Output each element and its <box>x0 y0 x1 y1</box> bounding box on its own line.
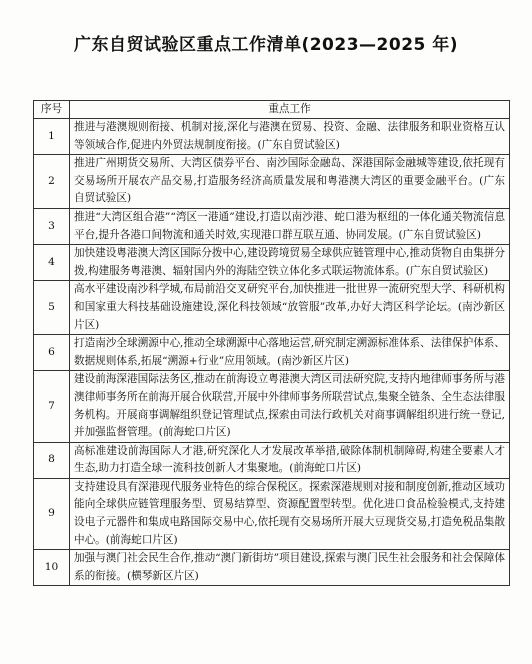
row-number: 1 <box>34 119 70 155</box>
table-row <box>34 550 510 586</box>
table-row <box>34 208 510 244</box>
row-task-text: 推进“大湾区组合港”“湾区一港通”建设,打造以南沙港、蛇口港为枢纽的一体化通关物流信息平台,提升各港口间物流和通关时效,实现港口群互联互通、协同发展。(广东自贸试验区) <box>70 208 510 244</box>
table-row <box>34 245 510 281</box>
row-task-text: 支持建设具有深港现代服务业特色的综合保税区。探索深港规则对接和制度创新,推动区域功能向全球供应链管理服务型、贸易结算型、资源配置型转型。优化进口食品检验模式,支持建设电子元器件和集成电路国际交易中心,依托现有交易场所开展大豆现货交易,打造免税品集散中心。(前海蛇口片区) <box>70 478 510 549</box>
row-number: 9 <box>34 478 70 549</box>
header-serial-number: 序号 <box>34 101 70 119</box>
table-row <box>34 478 510 549</box>
header-key-work: 重点工作 <box>70 101 510 119</box>
row-number: 2 <box>34 155 70 209</box>
row-number: 4 <box>34 245 70 281</box>
document-title: 广东自贸试验区重点工作清单(2023—2025 年) <box>73 35 459 55</box>
row-number: 6 <box>34 335 70 371</box>
table-row <box>34 442 510 478</box>
key-work-table <box>33 100 510 586</box>
row-task-text: 高标准建设前海国际人才港,研究深化人才发展改革举措,破除体制机制障碍,构建全要素人才生态,助力打造全球一流科技创新人才集聚地。(前海蛇口片区) <box>70 442 510 478</box>
row-task-text: 打造南沙全球溯源中心,推动全球溯源中心落地运营,研究制定溯源标准体系、法律保护体系、数据规则体系,拓展“溯源+行业”应用领域。(南沙新区片区) <box>70 335 510 371</box>
row-task-text: 加快建设粤港澳大湾区国际分拨中心,建设跨境贸易全球供应链管理中心,推动货物自由集拼分拨,构建服务粤港澳、辐射国内外的海陆空铁立体化多式联运物流体系。(广东自贸试验区) <box>70 245 510 281</box>
row-task-text: 建设前海深港国际法务区,推动在前海设立粤港澳大湾区司法研究院,支持内地律师事务所与港澳律师事务所在前海开展合伙联营,开展中外律师事务所联营试点,集聚全链条、全生态法律服务机构。开展商事调解组织登记管理试点,探索由司法行政机关对商事调解组织进行统一登记,并加强监督管理。(前海蛇口片区) <box>70 371 510 442</box>
row-number: 3 <box>34 208 70 244</box>
row-task-text: 推进与港澳规则衔接、机制对接,深化与港澳在贸易、投资、金融、法律服务和职业资格互认等领域合作,促进内外贸法规制度衔接。(广东自贸试验区) <box>70 119 510 155</box>
table-row <box>34 371 510 442</box>
table-header-row <box>34 101 510 119</box>
row-number: 7 <box>34 371 70 442</box>
table-row <box>34 281 510 335</box>
row-number: 10 <box>34 550 70 586</box>
table-row <box>34 119 510 155</box>
table-row <box>34 335 510 371</box>
row-task-text: 推进广州期货交易所、大湾区债券平台、南沙国际金融岛、深港国际金融城等建设,依托现有交易场所开展农产品交易,打造服务经济高质量发展和粤港澳大湾区的重要金融平台。(广东自贸试验区) <box>70 155 510 209</box>
row-task-text: 加强与澳门社会民生合作,推动“澳门新街坊”项目建设,探索与澳门民生社会服务和社会保障体系的衔接。(横琴新区片区) <box>70 550 510 586</box>
row-number: 5 <box>34 281 70 335</box>
table-row <box>34 155 510 209</box>
row-task-text: 高水平建设南沙科学城,布局前沿交叉研究平台,加快推进一批世界一流研究型大学、科研机构和国家重大科技基础设施建设,深化科技领域“放管服”改革,办好大湾区科学论坛。(南沙新区片区) <box>70 281 510 335</box>
row-number: 8 <box>34 442 70 478</box>
